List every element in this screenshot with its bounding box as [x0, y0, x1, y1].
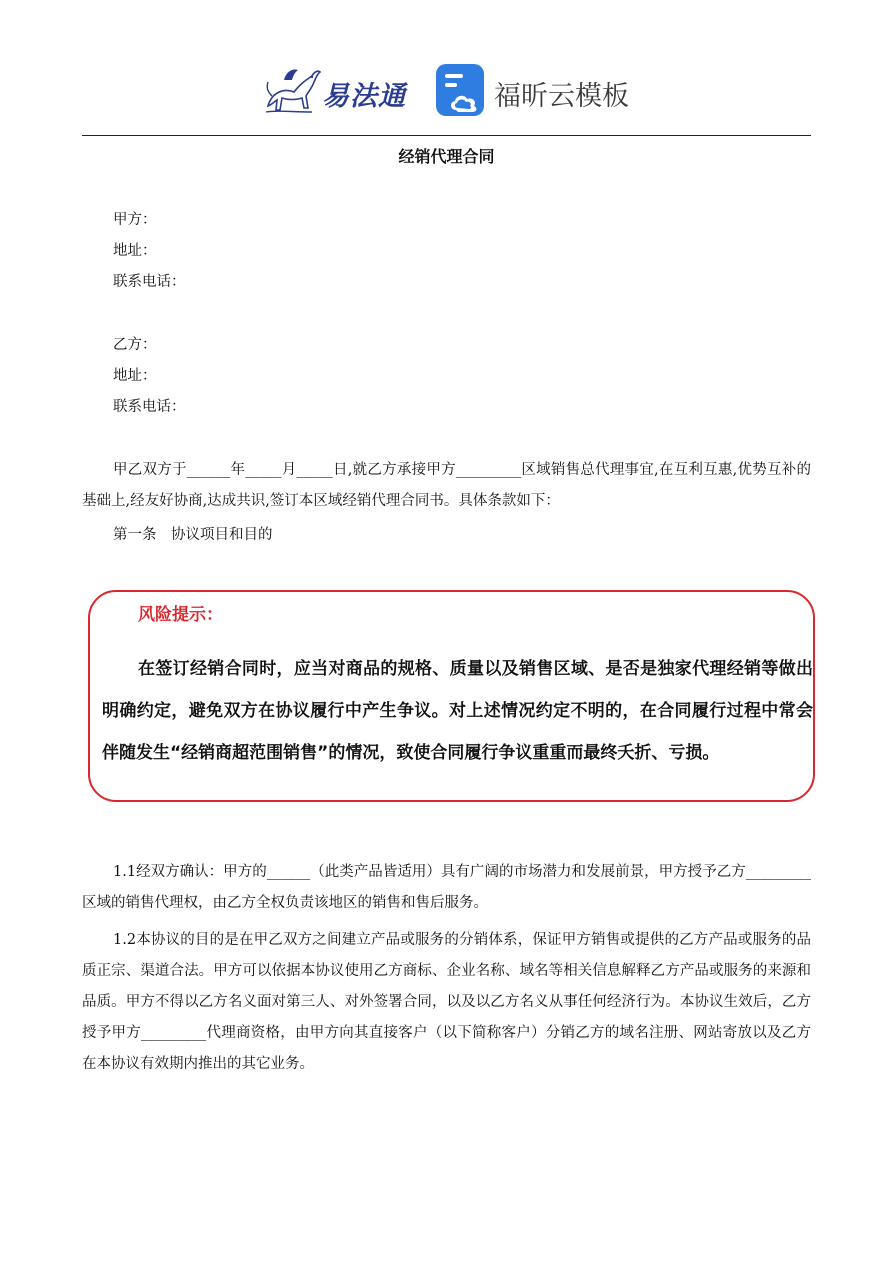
party-a-address: 地址：: [113, 243, 157, 259]
article-1-heading: 第一条 协议项目和目的: [113, 527, 273, 543]
risk-warning-box: [88, 590, 815, 802]
risk-warning-title: 风险提示：: [138, 605, 223, 625]
party-a-label: 甲方：: [113, 212, 157, 228]
fuxin-logo: [436, 64, 646, 118]
document-title: 经销代理合同: [398, 147, 495, 166]
header-divider: [82, 135, 811, 136]
clause-1-2: 1.2本协议的目的是在甲乙双方之间建立产品或服务的分销体系，保证甲方销售或提供的乙方产品或服务的品质正宗、渠道合法。甲方可以依据本协议使用乙方商标、企业名称、域名等相关信息解释乙方产品或服务的来源和品质。甲方不得以乙方名义面对第三人、对外签署合同，以及以乙方名义从事任何经济行为。本协议生效后，乙方授予甲方_________代理商资格，由甲方向其直接客户（以下简称客户）分销乙方的域名注册、网站寄放以及乙方在本协议有效期内推出的其它业务。: [82, 932, 811, 1072]
party-b-phone: 联系电话：: [113, 399, 186, 415]
party-b-address: 地址：: [113, 368, 157, 384]
party-a-phone: 联系电话：: [113, 274, 186, 290]
page-header: [0, 58, 893, 122]
party-b-label: 乙方：: [113, 337, 157, 353]
qilin-mascot-icon: [262, 62, 322, 118]
yifatong-logo-text: 易法通: [322, 81, 406, 112]
risk-warning-text: 在签订经销合同时，应当对商品的规格、质量以及销售区域、是否是独家代理经销等做出明确约定，避免双方在协议履行中产生争议。对上述情况约定不明的，在合同履行过程中常会伴随发生“经销商超范围销售”的情况，致使合同履行争议重重而最终夭折、亏损。: [102, 659, 813, 763]
intro-paragraph: 甲乙双方于______年_____月_____日,就乙方承接甲方_________区域销售总代理事宜,在互利互惠,优势互补的基础上,经友好协商,达成共识,签订本区域经销代理合同书。具体条款如下：: [82, 462, 811, 509]
cloud-document-icon: [436, 64, 488, 118]
yifatong-logo: [262, 62, 412, 118]
fuxin-logo-text: 福昕云模板: [494, 81, 629, 112]
clause-1-1: 1.1经双方确认：甲方的______（此类产品皆适用）具有广阔的市场潜力和发展前景，甲方授予乙方_________区域的销售代理权，由乙方全权负责该地区的销售和售后服务。: [82, 864, 811, 911]
